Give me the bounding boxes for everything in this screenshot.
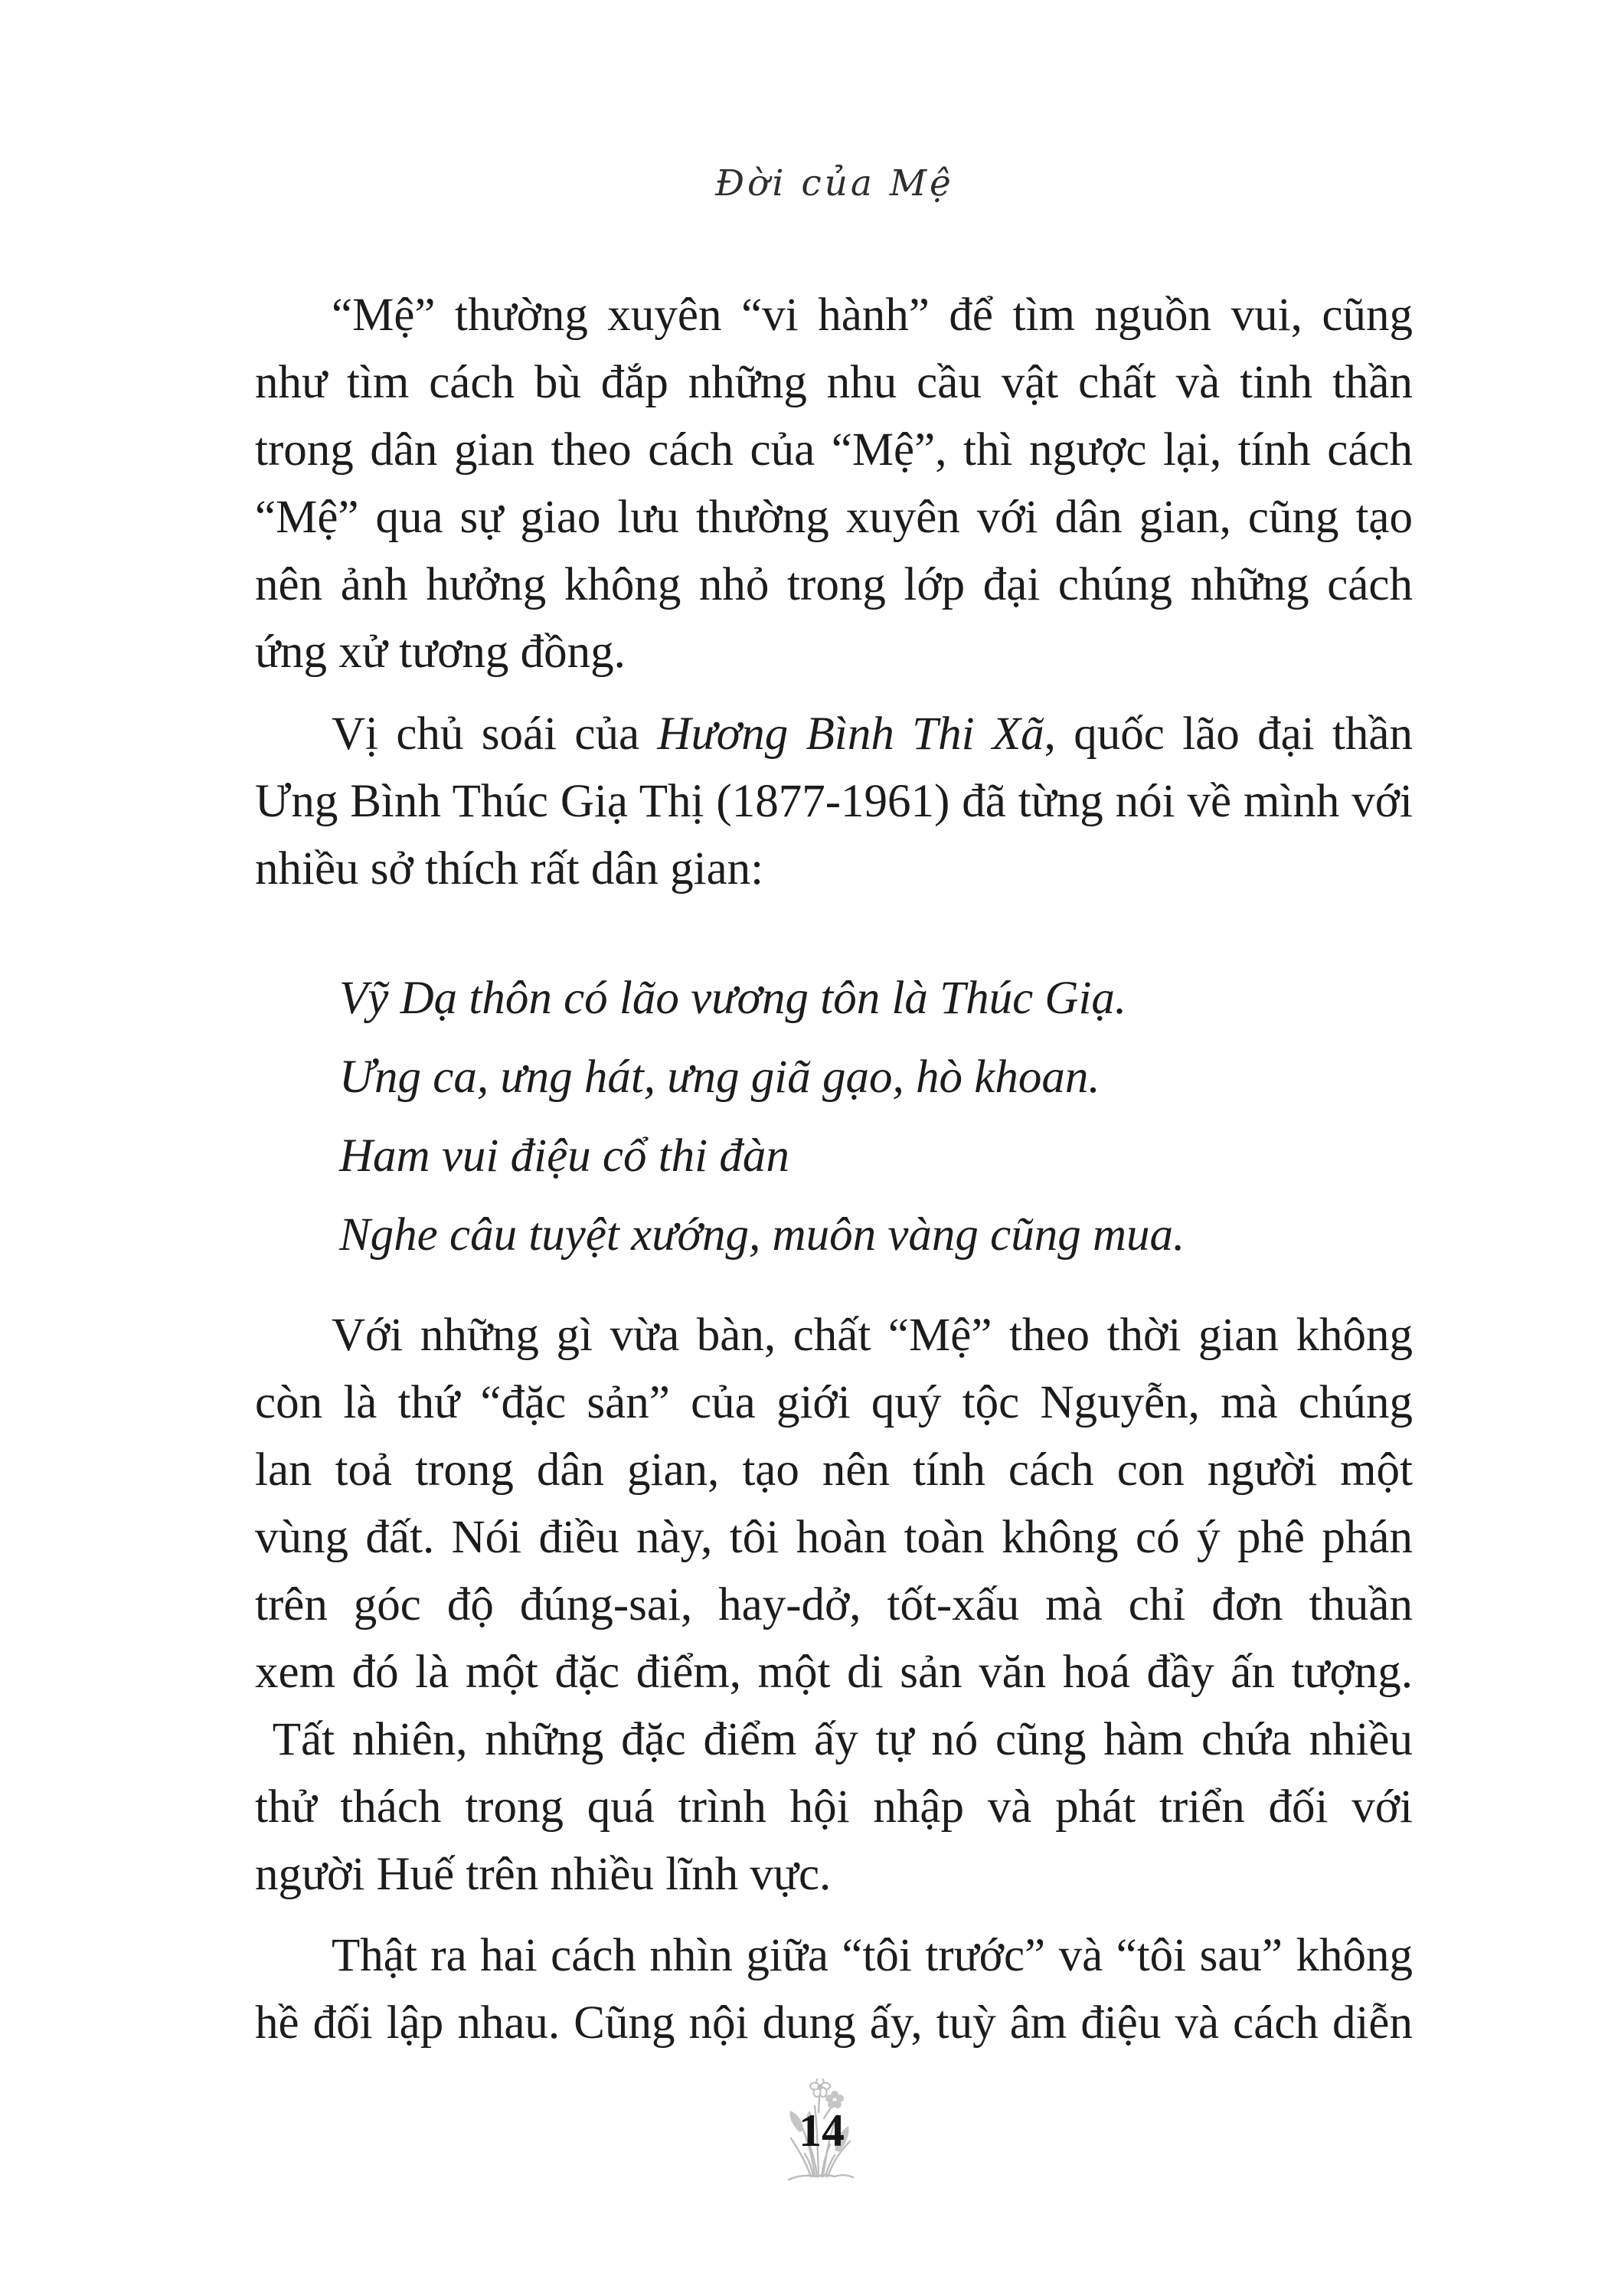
text-line: nên ảnh hưởng không nhỏ trong lớp đại chúng những cách xyxy=(255,559,1413,610)
text-line: hề đối lập nhau. Cũng nội dung ấy, tuỳ âm điệu và cách diễn xyxy=(255,1997,1413,2049)
page-number: 14 xyxy=(799,2105,845,2156)
text-line: “Mệ” qua sự giao lưu thường xuyên với dân gian, cũng tạo xyxy=(255,492,1413,543)
text-line: ứng xử tương đồng. xyxy=(255,626,626,678)
text-line: như tìm cách bù đắp những nhu cầu vật chất và tinh thần xyxy=(255,357,1413,408)
poem-line: Ưng ca, ưng hát, ưng giã gạo, hò khoan. xyxy=(339,1052,1100,1103)
text-line: Với những gì vừa bàn, chất “Mệ” theo thời gian không xyxy=(332,1310,1413,1361)
text-line: Thật ra hai cách nhìn giữa “tôi trước” và “tôi sau” không xyxy=(332,1930,1413,1981)
text-line xyxy=(255,701,1413,768)
text-line: còn là thứ “đặc sản” của giới quý tộc Nguyễn, mà chúng xyxy=(255,1377,1413,1428)
poem-line: Ham vui điệu cổ thi đàn xyxy=(339,1130,789,1182)
text-line: lan toả trong dân gian, tạo nên tính cách con người một xyxy=(255,1444,1413,1496)
text-line: người Huế trên nhiều lĩnh vực. xyxy=(255,1849,832,1900)
paragraph-3 xyxy=(255,1302,1413,1908)
text-line: Tất nhiên, những đặc điểm ấy tự nó cũng hàm chứa nhiều xyxy=(255,1714,1413,1765)
text-line: xem đó là một đặc điểm, một di sản văn hoá đầy ấn tượng. xyxy=(255,1647,1413,1698)
text-segment: Vị chủ soái của xyxy=(332,708,658,760)
text-line: nhiều sở thích rất dân gian: xyxy=(255,843,764,895)
paragraph-1 xyxy=(255,282,1413,686)
paragraph-2 xyxy=(255,701,1413,903)
text-segment-italic: Hương Bình Thi Xã xyxy=(657,708,1044,760)
paragraph-4 xyxy=(255,1922,1413,2057)
text-line: trên góc độ đúng-sai, hay-dở, tốt-xấu mà chỉ đơn thuần xyxy=(255,1579,1413,1630)
poem-block xyxy=(255,959,1413,1274)
poem-line: Nghe câu tuyệt xướng, muôn vàng cũng mua. xyxy=(339,1209,1185,1261)
text-line: thử thách trong quá trình hội nhập và phát triển đối với xyxy=(255,1781,1413,1833)
text-line: “Mệ” thường xuyên “vi hành” để tìm nguồn vui, cũng xyxy=(332,289,1413,341)
running-header-title: Đời của Mệ xyxy=(715,162,954,204)
text-line: Ưng Bình Thúc Giạ Thị (1877-1961) đã từng nói về mình với xyxy=(255,776,1413,827)
text-segment: , quốc lão đại thần xyxy=(1044,708,1413,760)
poem-line: Vỹ Dạ thôn có lão vương tôn là Thúc Giạ. xyxy=(339,973,1127,1024)
text-line: trong dân gian theo cách của “Mệ”, thì ngược lại, tính cách xyxy=(255,424,1413,476)
text-line: vùng đất. Nói điều này, tôi hoàn toàn không có ý phê phán xyxy=(255,1512,1413,1563)
